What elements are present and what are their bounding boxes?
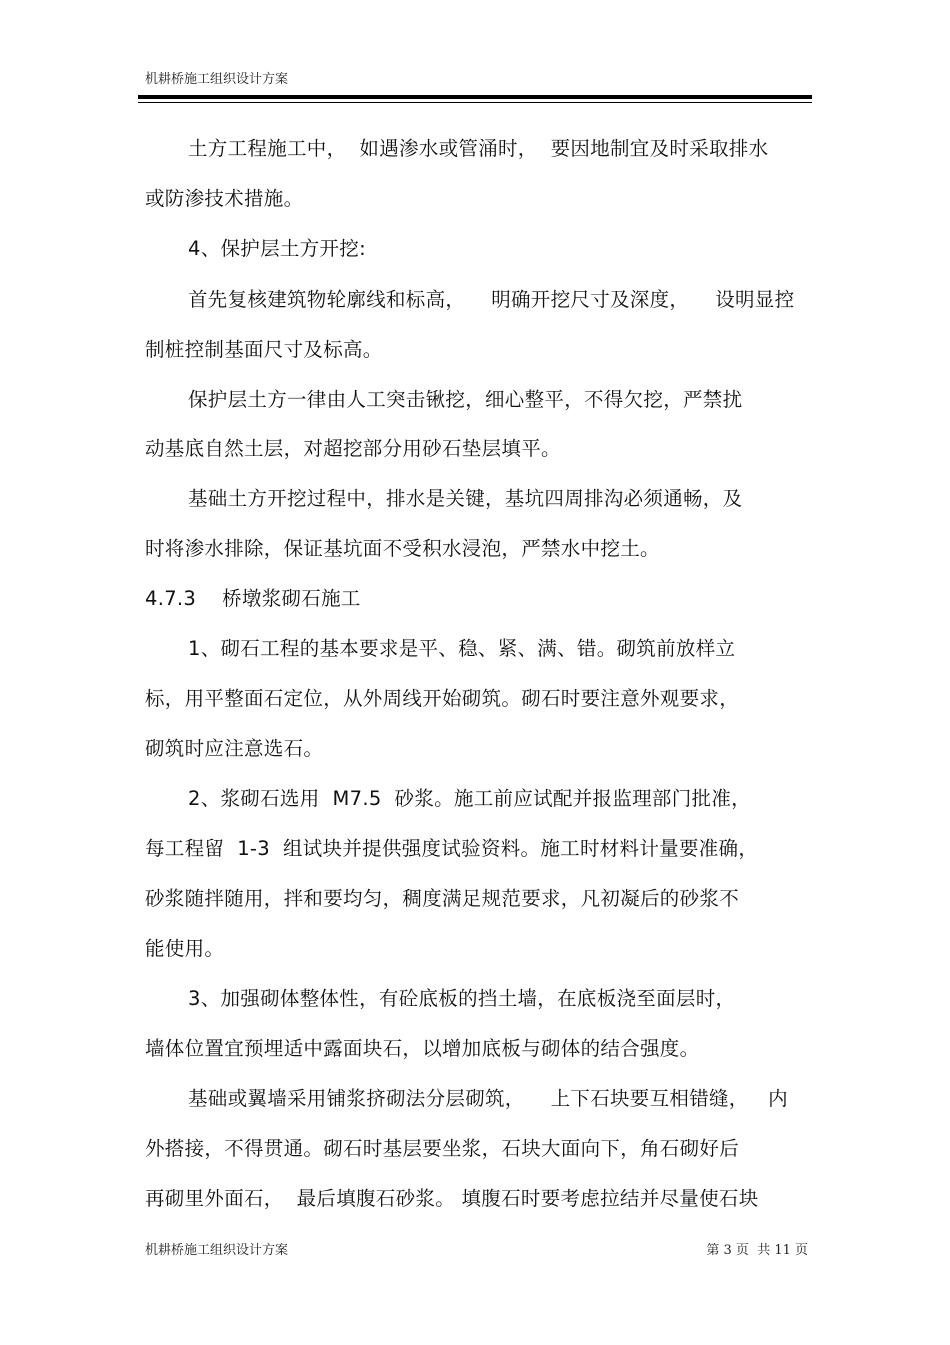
footer-title: 机耕桥施工组织设计方案 xyxy=(145,1243,289,1258)
text-line: 土方工程施工中， 如遇渗水或管涌时， 要因地制宜及时采取排水 xyxy=(188,137,769,160)
text-line: 基础土方开挖过程中，排水是关键，基坑四周排沟必须通畅，及 xyxy=(188,487,743,510)
text-line: 基础或翼墙采用铺浆挤砌法分层砌筑， 上下石块要互相错缝， 内 xyxy=(188,1087,788,1110)
text-line: 制桩控制基面尺寸及标高。 xyxy=(145,338,383,361)
text-line: 或防渗技术措施。 xyxy=(145,187,304,210)
text-line: 外搭接，不得贯通。砌石时基层要坐浆，石块大面向下，角石砌好后 xyxy=(145,1137,740,1160)
text-line: 每工程留 1-3 组试块并提供强度试验资料。施工时材料计量要准确， xyxy=(145,837,759,860)
header-rule-thin xyxy=(138,102,812,103)
text-line: 砂浆随拌随用，拌和要均匀，稠度满足规范要求，凡初凝后的砂浆不 xyxy=(145,887,740,910)
header-rule-thick xyxy=(138,95,812,99)
page-number: 第 3 页 共 11 页 xyxy=(706,1243,808,1258)
text-line: 砌筑时应注意选石。 xyxy=(145,737,324,760)
text-line: 2、浆砌石选用 M7.5 砂浆。施工前应试配并报监理部门批准， xyxy=(188,787,751,810)
text-line: 动基底自然土层，对超挖部分用砂石垫层填平。 xyxy=(145,437,561,460)
text-line: 4、保护层土方开挖: xyxy=(188,237,366,260)
text-line: 时将渗水排除，保证基坑面不受积水浸泡，严禁水中挖土。 xyxy=(145,537,660,560)
text-line: 首先复核建筑物轮廓线和标高， 明确开挖尺寸及深度， 设明显控 xyxy=(188,288,795,311)
text-line: 3、加强砌体整体性，有砼底板的挡土墙，在底板浇至面层时， xyxy=(188,987,736,1010)
section-heading: 4.7.3 桥墩浆砌石施工 xyxy=(145,587,361,610)
text-line: 墙体位置宜预埋适中露面块石，以增加底板与砌体的结合强度。 xyxy=(145,1037,700,1060)
header-title: 机耕桥施工组织设计方案 xyxy=(145,72,289,87)
text-line: 能使用。 xyxy=(145,937,225,960)
text-line: 保护层土方一律由人工突击锹挖，细心整平，不得欠挖，严禁扰 xyxy=(188,388,743,411)
text-line: 1、砌石工程的基本要求是平、稳、紧、满、错。砌筑前放样立 xyxy=(188,637,736,660)
text-line: 标，用平整面石定位，从外周线开始砌筑。砌石时要注意外观要求， xyxy=(145,687,740,710)
text-line: 再砌里外面石， 最后填腹石砂浆。 填腹石时要考虑拉结并尽量使石块 xyxy=(145,1187,759,1210)
